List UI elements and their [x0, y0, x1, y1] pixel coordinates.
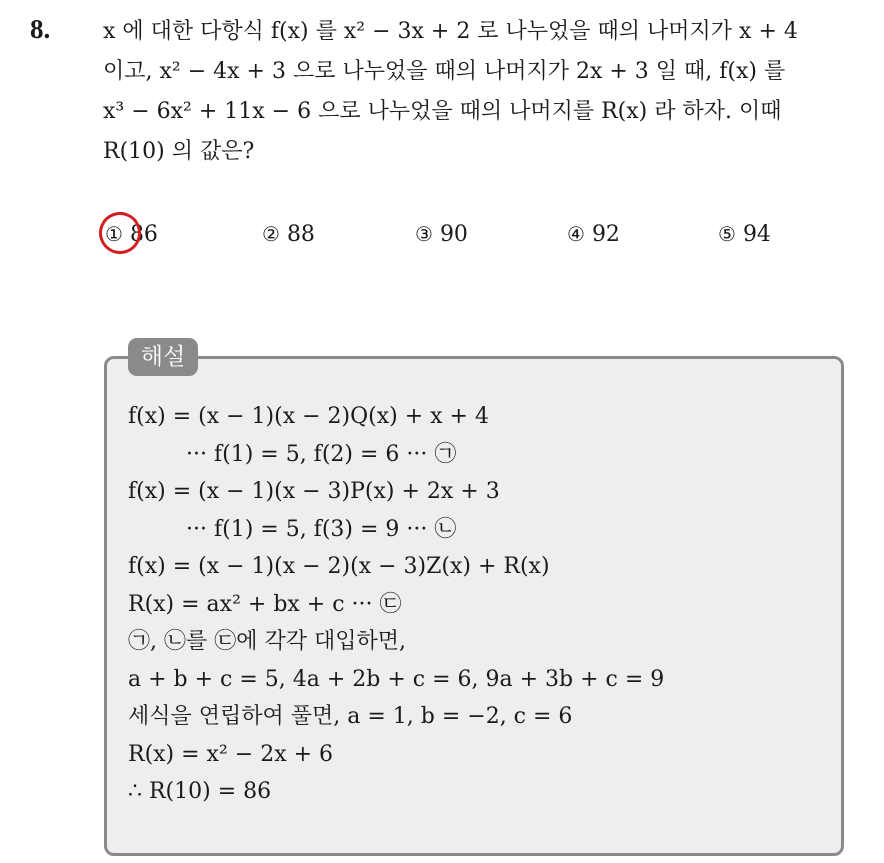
choice-5-value: 94: [742, 222, 771, 247]
choice-1-value: 86: [129, 222, 158, 247]
solution-line: a + b + c = 5, 4a + 2b + c = 6, 9a + 3b + c = 9: [128, 666, 665, 692]
choice-2-mark: ②: [262, 222, 280, 246]
solution-text: [128, 398, 828, 811]
solution-line: f(x) = (x − 1)(x − 2)(x − 3)Z(x) + R(x): [128, 554, 550, 579]
question-line: x 에 대한 다항식 f(x) 를 x² − 3x + 2 로 나누었을 때의 나머지가 x + 4: [103, 19, 798, 44]
choice-1-mark: ①: [105, 222, 123, 246]
choice-2[interactable]: [262, 222, 315, 247]
choice-4[interactable]: [567, 222, 620, 247]
choice-2-value: 88: [286, 222, 315, 247]
solution-label: 해설: [128, 338, 198, 376]
choice-5[interactable]: [718, 222, 771, 247]
solution-line: ∴ R(10) = 86: [128, 779, 272, 804]
solution-line: f(x) = (x − 1)(x − 3)P(x) + 2x + 3: [128, 479, 500, 504]
solution-line: R(x) = ax² + bx + c ··· ㉢: [128, 591, 402, 617]
choice-3-mark: ③: [415, 222, 433, 246]
choice-4-mark: ④: [567, 222, 585, 246]
question-line: R(10) 의 값은?: [103, 139, 255, 164]
solution-line: ··· f(1) = 5, f(3) = 9 ··· ㉡: [186, 516, 457, 542]
question-text: [103, 12, 863, 172]
solution-line: ㉠, ㉡를 ㉢에 각각 대입하면,: [128, 629, 406, 654]
question-line: x³ − 6x² + 11x − 6 으로 나누었을 때의 나머지를 R(x) 라 하자. 이때: [103, 99, 782, 124]
choice-3-value: 90: [439, 222, 468, 247]
solution-line: R(x) = x² − 2x + 6: [128, 741, 334, 767]
question-number: 8.: [30, 14, 51, 44]
solution-line: 세식을 연립하여 풀면, a = 1, b = −2, c = 6: [128, 704, 573, 729]
question-line: 이고, x² − 4x + 3 으로 나누었을 때의 나머지가 2x + 3 일 때, f(x) 를: [103, 59, 786, 84]
choice-3[interactable]: [415, 222, 468, 247]
solution-line: f(x) = (x − 1)(x − 2)Q(x) + x + 4: [128, 404, 489, 429]
choice-5-mark: ⑤: [718, 222, 736, 246]
solution-line: ··· f(1) = 5, f(2) = 6 ··· ㉠: [186, 441, 457, 467]
choice-4-value: 92: [591, 222, 620, 247]
